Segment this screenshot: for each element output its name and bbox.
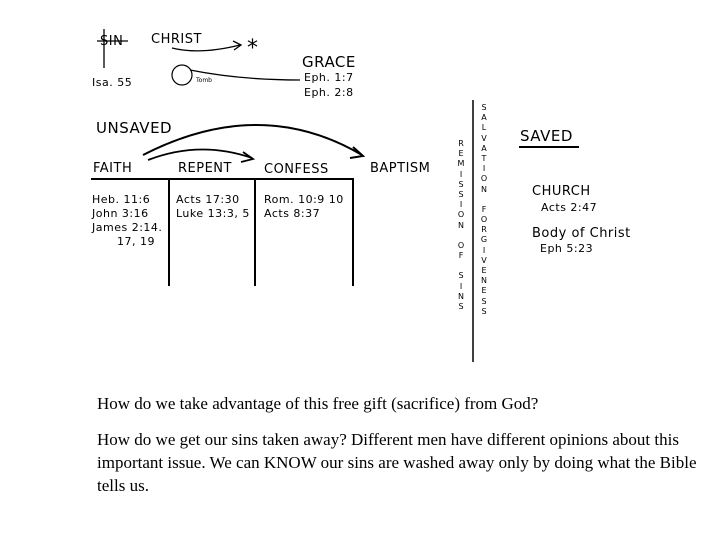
- church-label: CHURCH: [532, 184, 591, 199]
- remission-of-sins-column: R E M I S S I O N O F S I N S: [457, 139, 465, 311]
- christ-label: CHRIST: [151, 32, 202, 47]
- repent-ref-1: Acts 17:30: [176, 193, 240, 206]
- confess-ref-1: Rom. 10:9 10: [264, 193, 344, 206]
- faith-label: FAITH: [93, 161, 133, 176]
- body-of-christ-reference: Eph 5:23: [540, 242, 594, 255]
- sin-label: SIN: [100, 34, 124, 49]
- confess-ref-2: Acts 8:37: [264, 207, 321, 220]
- repent-references: [176, 193, 250, 221]
- isa-reference: Isa. 55: [92, 76, 133, 89]
- saved-label: SAVED: [520, 127, 573, 145]
- faith-divider: [168, 178, 170, 286]
- saved-underline: [519, 146, 579, 148]
- asterisk-mark: *: [247, 36, 258, 61]
- repent-divider: [254, 178, 256, 286]
- confess-divider: [352, 178, 354, 286]
- tomb-circle: [172, 65, 192, 85]
- tomb-label: Tomb: [196, 77, 212, 84]
- grace-reference-1: Eph. 1:7: [304, 71, 354, 84]
- confess-label: CONFESS: [264, 162, 329, 177]
- repent-label: REPENT: [178, 161, 232, 176]
- salvation-forgiveness-column: S A L V A T I O N F O R G I V E N E S S: [480, 103, 488, 316]
- faith-ref-1: Heb. 11:6: [92, 193, 151, 206]
- repent-arrow: [148, 149, 252, 160]
- grace-reference-2: Eph. 2:8: [304, 86, 354, 99]
- baptism-label: BAPTISM: [370, 161, 431, 176]
- confess-references: [264, 193, 344, 221]
- body-of-christ-label: Body of Christ: [532, 226, 631, 241]
- repent-ref-2: Luke 13:3, 5: [176, 207, 250, 220]
- grace-label: GRACE: [302, 53, 356, 71]
- faith-arrow: [143, 125, 362, 155]
- faith-ref-4: 17, 19: [117, 235, 155, 248]
- unsaved-label: UNSAVED: [96, 119, 173, 137]
- answer-paragraph: How do we get our sins taken away? Different men have different opinions about this important issue. We can KNOW our sins are washed away only by doing what the Bible tells us.: [97, 430, 697, 495]
- steps-underline: [91, 178, 353, 180]
- faith-references: [92, 193, 162, 249]
- faith-ref-2: John 3:16: [92, 207, 149, 220]
- church-reference: Acts 2:47: [541, 201, 598, 214]
- question-paragraph: How do we take advantage of this free gift (sacrifice) from God?: [97, 394, 539, 413]
- faith-ref-3: James 2:14.: [92, 221, 163, 234]
